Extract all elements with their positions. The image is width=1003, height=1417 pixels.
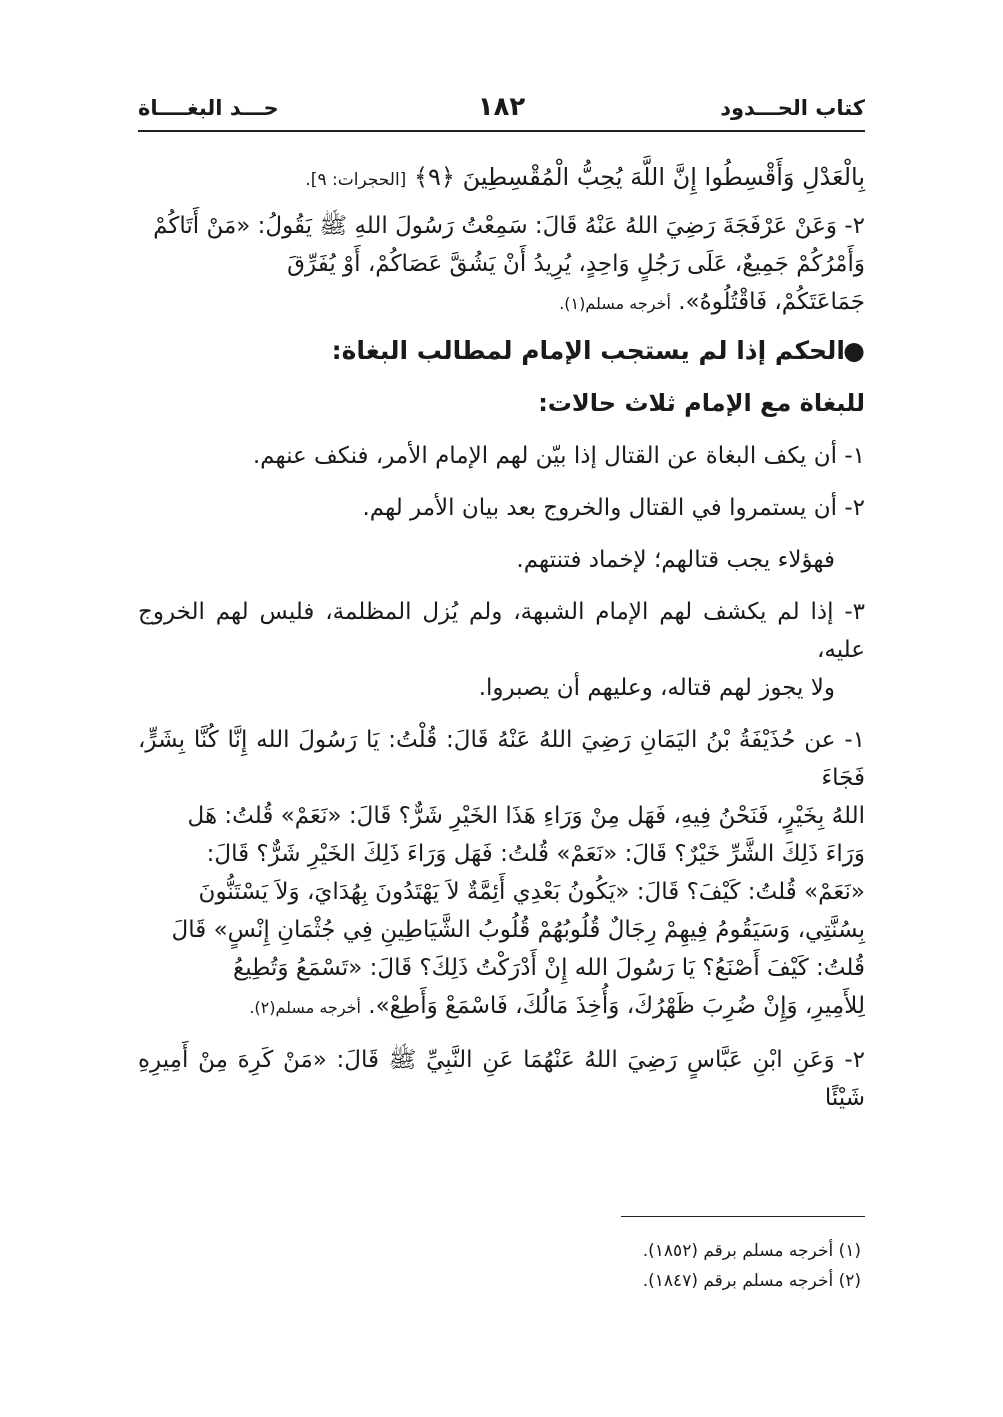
- section-heading: [138, 331, 865, 371]
- hadith-line-last: [138, 987, 865, 1027]
- case-2: ٢- أن يستمروا في القتال والخروج بعد بيان الأمر لهم.: [362, 495, 865, 521]
- hadith-line: ٢- وَعَنْ عَرْفَجَةَ رَضِيَ اللهُ عَنْهُ قَالَ: سَمِعْتُ رَسُولَ اللهِ ﷺ يَقُولُ: «مَنْ أَتَاكُمْ: [153, 213, 865, 239]
- quran-verse-line: [138, 158, 865, 199]
- bullet-icon: ●: [843, 336, 865, 365]
- hadith-arfaja: [138, 207, 865, 323]
- section-title: حـــد البغــــاة: [138, 96, 279, 120]
- subheading: للبغاة مع الإمام ثلاث حالات:: [538, 389, 865, 417]
- hadith-line: ١- عن حُذَيْفَةُ بْنُ اليَمَانِ رَضِيَ اللهُ عَنْهُ قَالَ: قُلْتُ: يَا رَسُولَ الله إِنَّا كُنَّا بِشَرٍّ، فَجَاءَ: [138, 727, 865, 791]
- hadith-line: «نَعَمْ» قُلتُ: كَيْفَ؟ قَالَ: «يَكُونُ بَعْدِي أَئِمَّةٌ لاَ يَهْتَدُونَ بِهُدَايَ، وَلاَ يَسْتَنُّونَ: [198, 879, 865, 905]
- hadith-line: بِسُنَّتِي، وَسَيَقُومُ فِيهِمْ رِجَالٌ قُلُوبُهُمْ قُلُوبُ الشَّيَاطِينِ فِي جُثْمَانِ إِنْسٍ» قَالَ: [171, 917, 865, 943]
- quran-verse: بِالْعَدْلِ وَأَقْسِطُوا إِنَّ اللَّهَ يُحِبُّ الْمُقْسِطِينَ ﴿٩﴾: [413, 163, 865, 191]
- source-reference: أخرجه مسلم(١).: [559, 294, 671, 313]
- hadith-line: اللهُ بِخَيْرٍ، فَنَحْنُ فِيهِ، فَهَل مِنْ وَرَاءِ هَذَا الخَيْرِ شَرٌّ؟ قَالَ: «نَعَمْ» قُلتُ: هَل: [187, 803, 865, 829]
- verse-reference: [الحجرات: ٩].: [305, 170, 407, 190]
- case-1: ١- أن يكف البغاة عن القتال إذا بيّن لهم الإمام الأمر، فنكف عنهم.: [252, 443, 865, 469]
- hadith-line: لِلأَمِيرِ، وَإِنْ ضُرِبَ ظَهْرُكَ، وَأُخِذَ مَالُكَ، فَاسْمَعْ وَأَطِعْ».: [368, 993, 865, 1019]
- case-3-line: ولا يجوز لهم قتاله، وعليهم أن يصبروا.: [478, 675, 835, 701]
- hadith-line: قُلتُ: كَيْفَ أَصْنَعُ؟ يَا رَسُولَ الله إِنْ أَدْرَكْتُ ذَلِكَ؟ قَالَ: «تَسْمَعُ وَتُطِيعُ: [232, 955, 865, 981]
- source-reference: أخرجه مسلم(٢).: [249, 998, 361, 1017]
- case-2-note: فهؤلاء يجب قتالهم؛ لإخماد فتنتهم.: [516, 547, 835, 573]
- page-header: [138, 92, 865, 128]
- body-text: [138, 158, 865, 1117]
- footnote-2: (٢) أخرجه مسلم برقم (١٨٤٧).: [642, 1271, 861, 1291]
- hadith-ibn-abbas: ٢- وَعَنِ ابْنِ عَبَّاسٍ رَضِيَ اللهُ عَنْهُمَا عَنِ النَّبِيِّ ﷺ قَالَ: «مَنْ كَرِهَ مِنْ أَمِيرِهِ شَيْئًا: [138, 1047, 865, 1111]
- header-divider: [138, 130, 865, 132]
- footnote-divider: [621, 1216, 865, 1217]
- page-number: ١٨٢: [477, 92, 526, 122]
- hadith-huzayfa: [138, 721, 865, 1027]
- hadith-line: جَمَاعَتَكُمْ، فَاقْتُلُوهُ».: [678, 289, 865, 315]
- hadith-line: وَرَاءَ ذَلِكَ الشَّرِّ خَيْرٌ؟ قَالَ: «نَعَمْ» قُلتُ: فَهَل وَرَاءَ ذَلِكَ الخَيْرِ شَرٌّ؟ قَالَ:: [206, 841, 865, 867]
- footnotes: [138, 1236, 861, 1296]
- footnote-1: (١) أخرجه مسلم برقم (١٨٥٢).: [642, 1241, 861, 1261]
- hadith-line: وَأَمْرُكُمْ جَمِيعٌ، عَلَى رَجُلٍ وَاحِدٍ، يُرِيدُ أَنْ يَشُقَّ عَصَاكُمْ، أَوْ يُفَرِّقَ: [287, 251, 865, 277]
- case-3-line: ٣- إذا لم يكشف لهم الإمام الشبهة، ولم يُزل المظلمة، فليس لهم الخروج عليه،: [138, 599, 865, 663]
- hadith-line-last: [138, 283, 865, 323]
- heading-text: الحكم إذا لم يستجب الإمام لمطالب البغاة:: [331, 336, 845, 365]
- book-title: كتاب الحـــدود: [720, 96, 865, 120]
